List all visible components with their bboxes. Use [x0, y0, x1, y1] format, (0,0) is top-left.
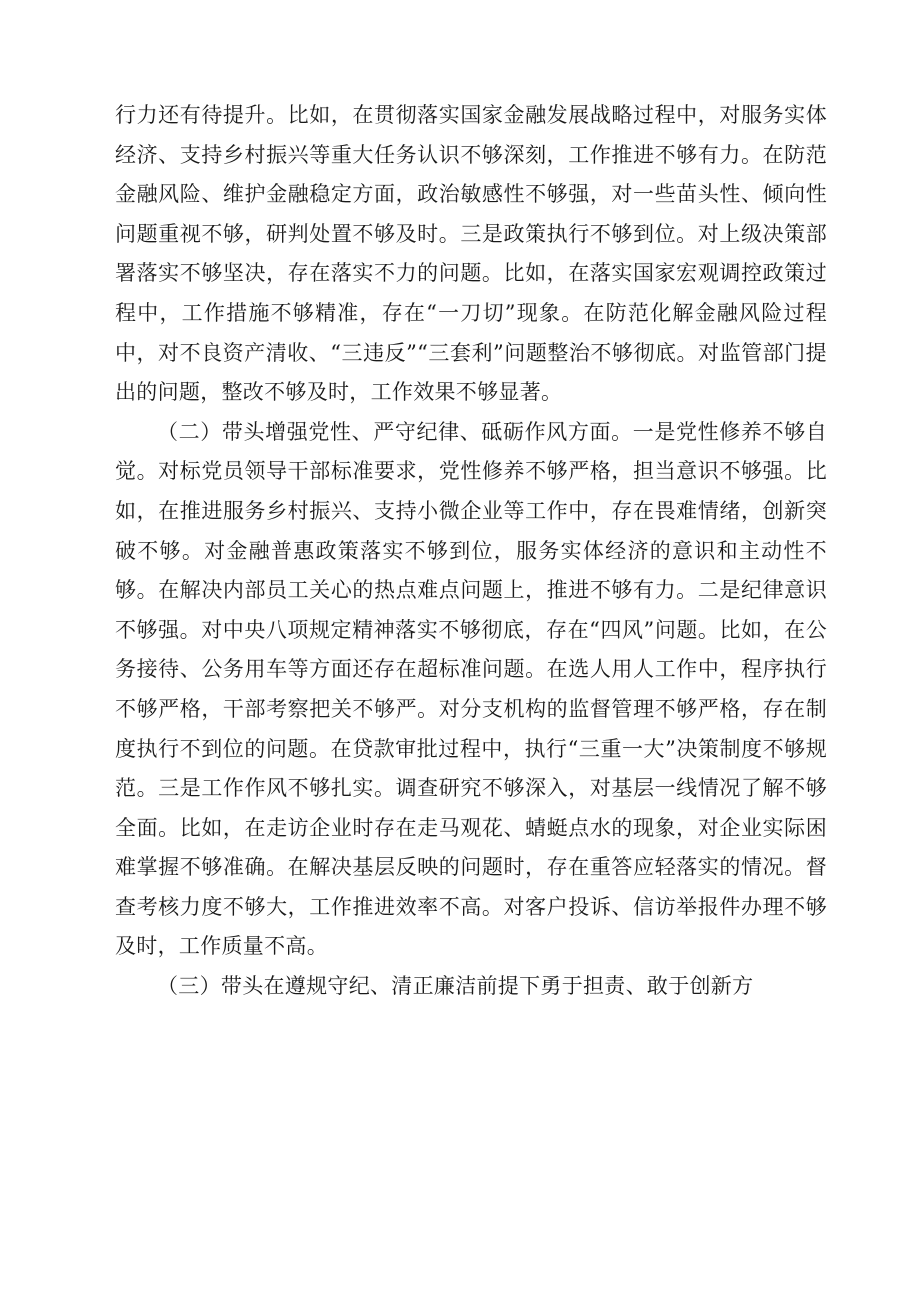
paragraph-continuation: 行力还有待提升。比如，在贯彻落实国家金融发展战略过程中，对服务实体经济、支持乡村振兴等重大任务认识不够深刻，工作推进不够有力。在防范金融风险、维护金融稳定方面，政治敏感性不够强，对一些苗头性、倾向性问题重视不够，研判处置不够及时。三是政策执行不够到位。对上级决策部署落实不够坚决，存在落实不力的问题。比如，在落实国家宏观调控政策过程中，工作措施不够精准，存在“一刀切”现象。在防范化解金融风险过程中，对不良资产清收、“三违反”“三套利”问题整治不够彻底。对监管部门提出的问题，整改不够及时，工作效果不够显著。	[115, 103, 827, 405]
paragraph-section-two: （二）带头增强党性、严守纪律、砥砺作风方面。一是党性修养不够自觉。对标党员领导干部标准要求，党性修养不够严格，担当意识不够强。比如，在推进服务乡村振兴、支持小微企业等工作中，存在畏难情绪，创新突破不够。对金融普惠政策落实不够到位，服务实体经济的意识和主动性不够。在解决内部员工关心的热点难点问题上，推进不够有力。二是纪律意识不够强。对中央八项规定精神落实不够彻底，存在“四风”问题。比如，在公务接待、公务用车等方面还存在超标准问题。在选人用人工作中，程序执行不够严格，干部考察把关不够严。对分支机构的监督管理不够严格，存在制度执行不到位的问题。在贷款审批过程中，执行“三重一大”决策制度不够规范。三是工作作风不够扎实。调查研究不够深入，对基层一线情况了解不够全面。比如，在走访企业时存在走马观花、蜻蜓点水的现象，对企业实际困难掌握不够准确。在解决基层反映的问题时，存在重答应轻落实的情况。督查考核力度不够大，工作推进效率不高。对客户投诉、信访举报件办理不够及时，工作质量不高。	[115, 419, 827, 959]
paragraph-section-three: （三）带头在遵规守纪、清正廉洁前提下勇于担责、敢于创新方	[157, 974, 754, 999]
document-body	[115, 96, 827, 1007]
